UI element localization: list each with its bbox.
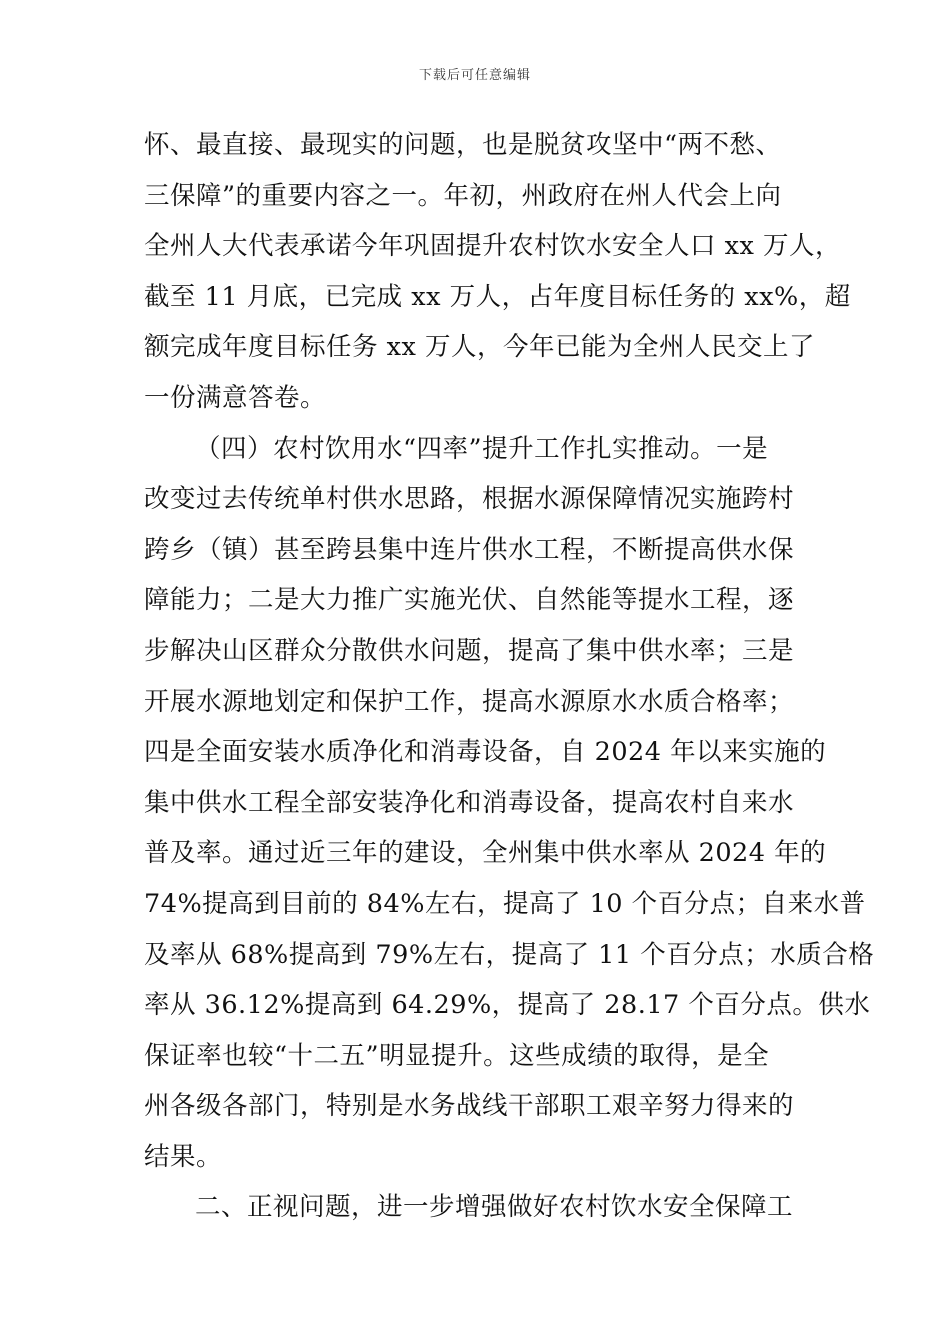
text-line: 率从 36.12%提高到 64.29%，提高了 28.17 个百分点。供水 — [144, 990, 871, 1021]
page-header: 下载后可任意编辑 — [418, 68, 531, 83]
text-line: 74%提高到目前的 84%左右，提高了 10 个百分点；自来水普 — [144, 888, 866, 919]
section-heading-line: 二、正视问题，进一步增强做好农村饮水安全保障工 — [195, 1192, 794, 1223]
text-line: 步解决山区群众分散供水问题，提高了集中供水率；三是 — [144, 635, 795, 666]
text-line: 跨乡（镇）甚至跨县集中连片供水工程，不断提高供水保 — [144, 534, 795, 565]
text-line: 及率从 68%提高到 79%左右，提高了 11 个百分点；水质合格 — [144, 939, 875, 970]
text-line: 三保障”的重要内容之一。年初，州政府在州人代会上向 — [144, 180, 782, 211]
text-line: 障能力；二是大力推广实施光伏、自然能等提水工程，逐 — [144, 585, 795, 616]
text-line: 州各级各部门，特别是水务战线干部职工艰辛努力得来的 — [144, 1091, 795, 1122]
text-line: 截至 11 月底，已完成 xx 万人，占年度目标任务的 xx%，超 — [144, 281, 851, 312]
text-line: 保证率也较“十二五”明显提升。这些成绩的取得，是全 — [144, 1040, 770, 1071]
text-line: 结果。 — [144, 1141, 223, 1172]
text-line: 额完成年度目标任务 xx 万人，今年已能为全州人民交上了 — [144, 332, 815, 363]
document-body — [144, 120, 875, 1233]
paragraph-start-line: （四）农村饮用水“四率”提升工作扎实推动。一是 — [195, 433, 769, 464]
text-line: 普及率。通过近三年的建设，全州集中供水率从 2024 年的 — [144, 838, 827, 869]
text-line: 开展水源地划定和保护工作，提高水源原水水质合格率； — [144, 686, 795, 717]
text-line: 全州人大代表承诺今年巩固提升农村饮水安全人口 xx 万人， — [144, 231, 841, 262]
text-line: 一份满意答卷。 — [144, 382, 327, 413]
text-line: 怀、最直接、最现实的问题，也是脱贫攻坚中“两不愁、 — [144, 130, 782, 160]
text-line: 四是全面安装水质净化和消毒设备，自 2024 年以来实施的 — [144, 737, 827, 768]
text-line: 改变过去传统单村供水思路，根据水源保障情况实施跨村 — [144, 484, 795, 515]
text-line: 集中供水工程全部安装净化和消毒设备，提高农村自来水 — [144, 787, 795, 818]
